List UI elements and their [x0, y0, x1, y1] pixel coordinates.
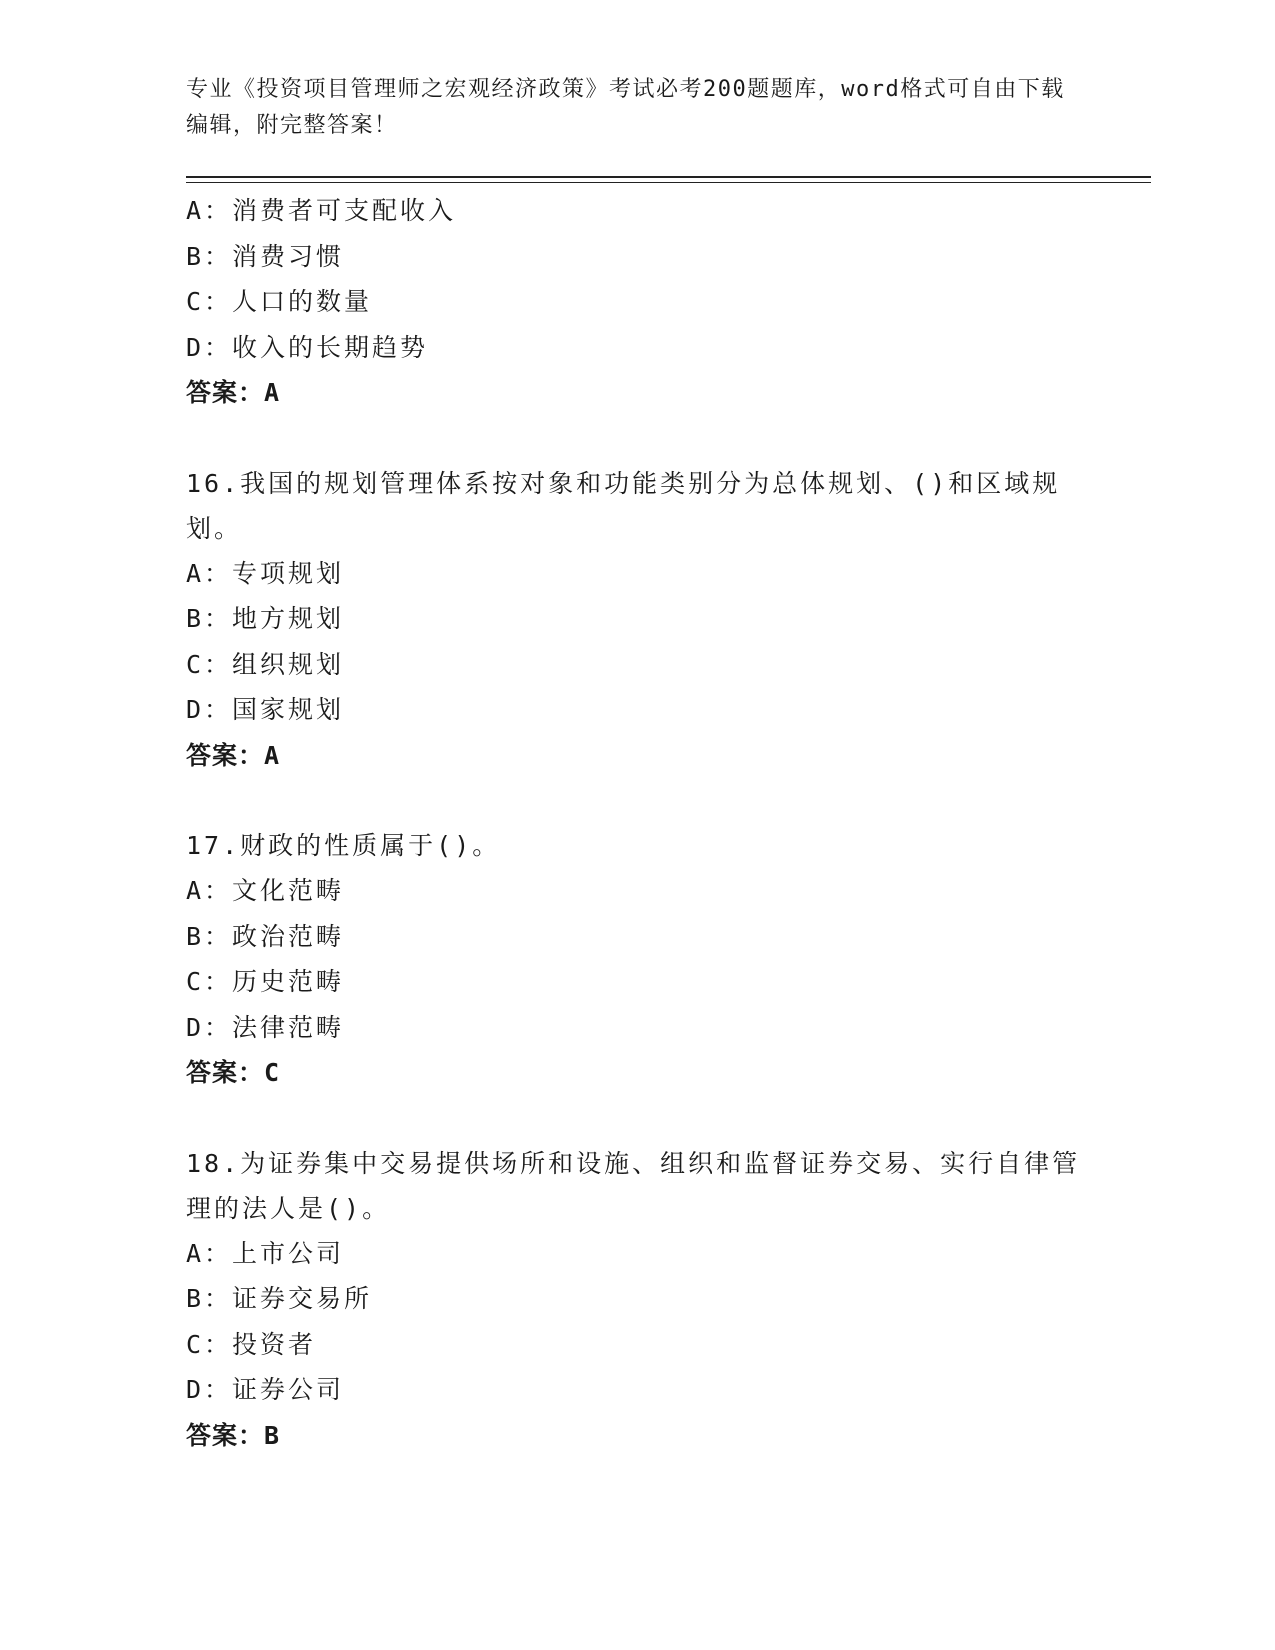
option-a: A：专项规划 [186, 558, 345, 588]
answer-line: 答案：A [186, 740, 281, 770]
question-list [186, 188, 1086, 1458]
option-d: D：国家规划 [186, 695, 345, 724]
option-a: A：文化范畴 [186, 876, 345, 905]
question-block-15 [186, 188, 1086, 416]
option-a: A：消费者可支配收入 [186, 196, 457, 225]
question-block-17 [186, 823, 1086, 1096]
option-b: B：消费习惯 [186, 241, 345, 271]
answer-line: 答案：C [186, 1058, 281, 1087]
document-header: 专业《投资项目管理师之宏观经济政策》考试必考200题题库，word格式可自由下载编辑，附完整答案！ [186, 77, 1065, 138]
question-block-18 [186, 1141, 1086, 1459]
option-b: B：政治范畴 [186, 921, 345, 951]
header-divider-thick [186, 176, 1151, 178]
question-block-16 [186, 461, 1086, 779]
option-b: B：证券交易所 [186, 1284, 373, 1313]
option-d: D：收入的长期趋势 [186, 332, 429, 362]
answer-line: 答案：B [186, 1420, 281, 1450]
block-spacer [186, 778, 1086, 823]
question-text: 17.财政的性质属于()。 [186, 831, 501, 860]
question-text: 16.我国的规划管理体系按对象和功能类别分为总体规划、()和区域规划。 [186, 468, 1061, 543]
option-c: C：人口的数量 [186, 287, 373, 316]
option-c: C：投资者 [186, 1329, 317, 1359]
question-text: 18.为证券集中交易提供场所和设施、组织和监督证券交易、实行自律管理的法人是()。 [186, 1148, 1081, 1223]
header-divider-thin [186, 182, 1151, 183]
option-d: D：法律范畴 [186, 1012, 345, 1042]
option-a: A：上市公司 [186, 1238, 345, 1268]
block-spacer [186, 416, 1086, 461]
answer-line: 答案：A [186, 378, 281, 407]
block-spacer [186, 1096, 1086, 1141]
option-b: B：地方规划 [186, 604, 345, 633]
option-c: C：历史范畴 [186, 967, 345, 996]
option-d: D：证券公司 [186, 1375, 345, 1404]
option-c: C：组织规划 [186, 649, 345, 679]
